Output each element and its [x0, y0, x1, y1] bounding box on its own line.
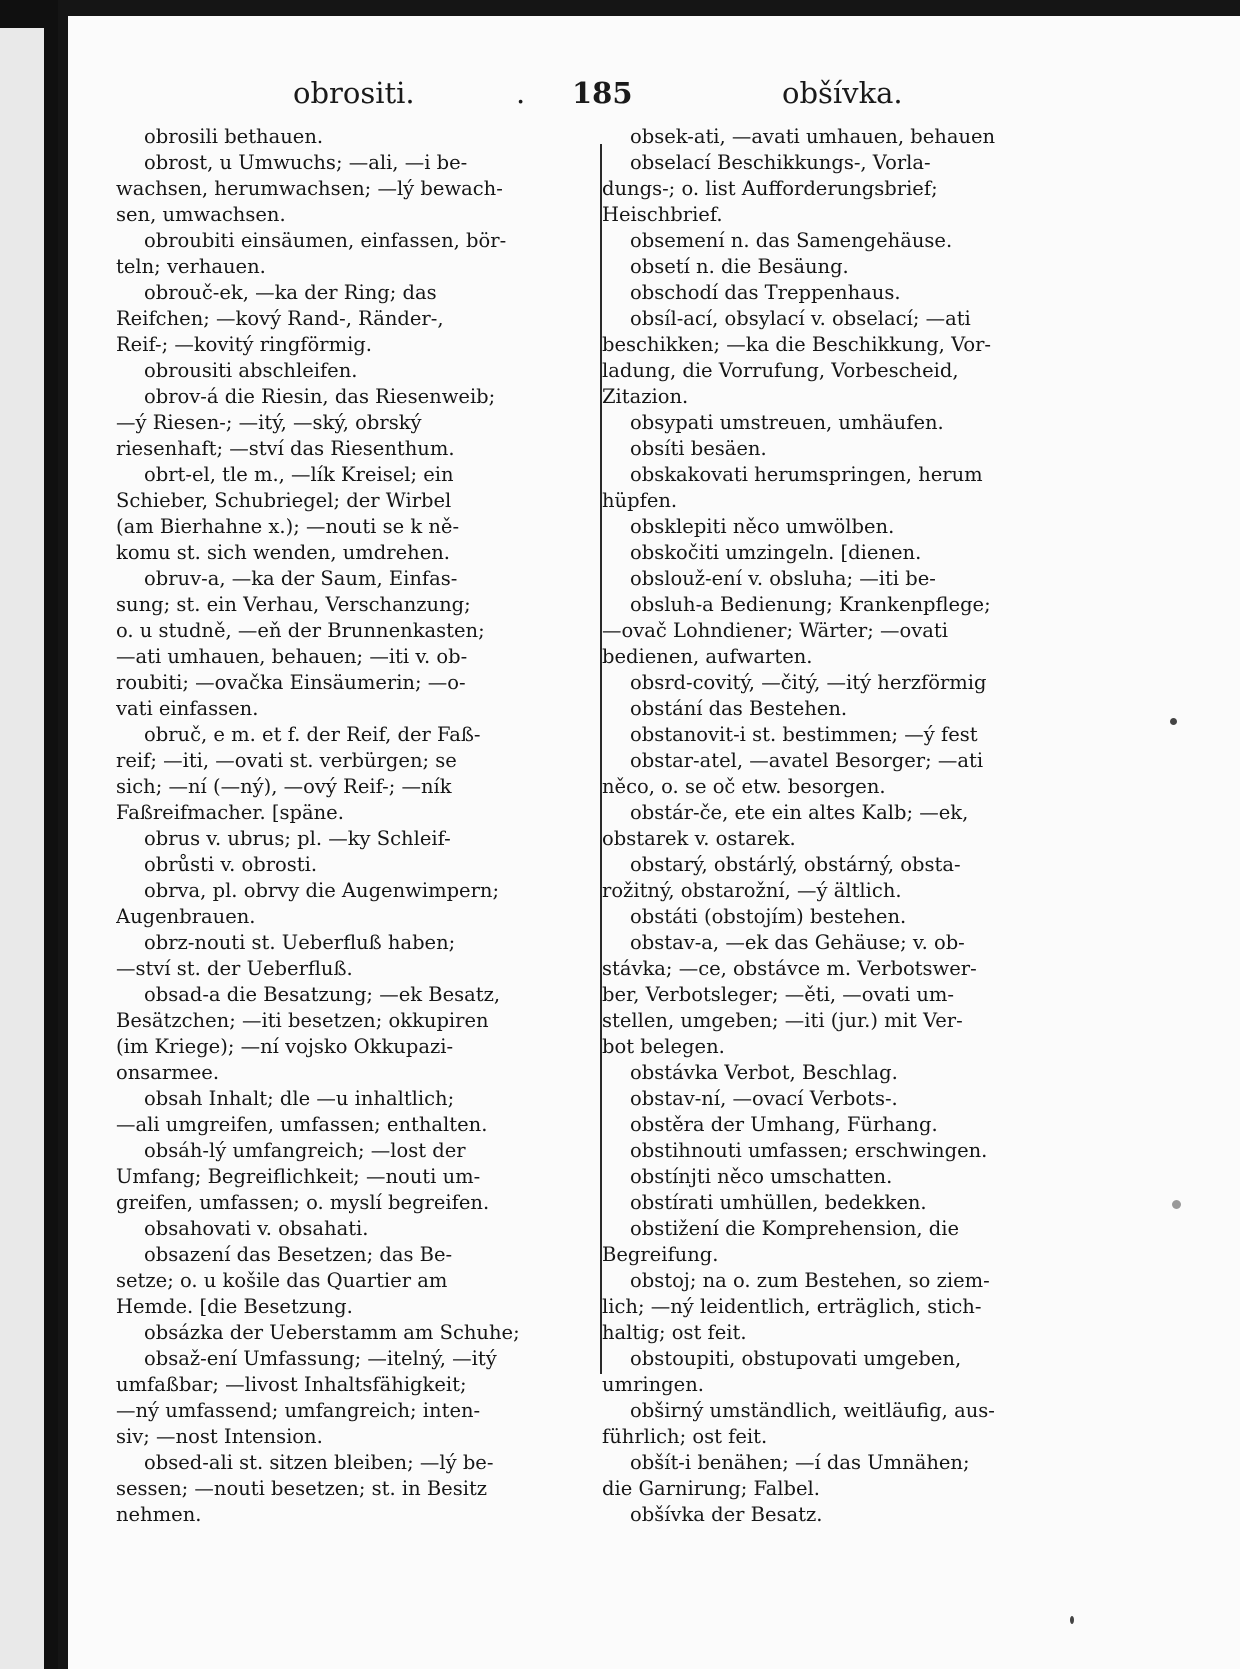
- header-dot: .: [516, 76, 526, 110]
- entry-line: o. u studně, —eň der Brunnenkasten;: [116, 619, 485, 642]
- entry-line: obsek-ati, —avati umhauen, behauen: [630, 125, 996, 148]
- print-speck: [1070, 1616, 1074, 1624]
- entry-line: obrov-á die Riesin, das Riesenweib;: [144, 385, 496, 408]
- entry-line: obšít-i benähen; —í das Umnähen;: [630, 1451, 970, 1474]
- entry-line: obselací Beschikkungs-, Vorla-: [630, 151, 931, 174]
- entry-line: vati einfassen.: [116, 697, 259, 720]
- entry-line: Zitazion.: [602, 385, 689, 408]
- entry-line: Umfang; Begreiflichkeit; —nouti um-: [116, 1165, 481, 1188]
- previous-page-edge: [0, 28, 44, 1669]
- entry-line: wachsen, herumwachsen; —lý bewach-: [116, 177, 503, 200]
- entry-line: Schieber, Schubriegel; der Wirbel: [116, 489, 452, 512]
- entry-line: bedienen, aufwarten.: [602, 645, 813, 668]
- entry-line: —ný umfassend; umfangreich; inten-: [116, 1399, 481, 1422]
- entry-line: obstoupiti, obstupovati umgeben,: [630, 1347, 962, 1370]
- entry-line: lich; —ný leidentlich, erträglich, stich-: [602, 1295, 982, 1318]
- entry-line: haltig; ost feit.: [602, 1321, 747, 1344]
- entry-line: teln; verhauen.: [116, 255, 266, 278]
- entry-line: obrz-nouti st. Ueberfluß haben;: [144, 931, 456, 954]
- entry-line: obstav-a, —ek das Gehäuse; v. ob-: [630, 931, 965, 954]
- entry-line: obsíl-ací, obsylací v. obselací; —ati: [630, 307, 971, 330]
- entry-line: obroubiti einsäumen, einfassen, bör-: [144, 229, 507, 252]
- entry-line: obsemení n. das Samengehäuse.: [630, 229, 953, 252]
- entry-line: obsázka der Ueberstamm am Schuhe;: [144, 1321, 520, 1344]
- entry-line: sich; —ní (—ný), —ový Reif-; —ník: [116, 775, 452, 798]
- entry-line: Hemde. [die Besetzung.: [116, 1295, 353, 1318]
- entry-line: obslouž-ení v. obsluha; —iti be-: [630, 567, 936, 590]
- entry-line: obsed-ali st. sitzen bleiben; —lý be-: [144, 1451, 494, 1474]
- entry-line: obstav-ní, —ovací Verbots-.: [630, 1087, 898, 1110]
- entry-line: beschikken; —ka die Beschikkung, Vor-: [602, 333, 992, 356]
- entry-line: obrt-el, tle m., —lík Kreisel; ein: [144, 463, 454, 486]
- entry-line: —ati umhauen, behauen; —iti v. ob-: [116, 645, 468, 668]
- entry-line: (am Bierhahne x.); —nouti se k ně-: [116, 515, 460, 538]
- entry-line: die Garnirung; Falbel.: [602, 1477, 820, 1500]
- page-number: 185: [572, 76, 633, 110]
- entry-line: obstírati umhüllen, bedekken.: [630, 1191, 927, 1214]
- print-speck: [1170, 718, 1177, 725]
- dictionary-page: [68, 16, 1240, 1669]
- entry-line: obstáti (obstojím) bestehen.: [630, 905, 907, 928]
- entry-line: obstání das Bestehen.: [630, 697, 848, 720]
- entry-line: bot belegen.: [602, 1035, 725, 1058]
- entry-line: obrus v. ubrus; pl. —ky Schleif-: [144, 827, 451, 850]
- entry-line: obstar-atel, —avatel Besorger; —ati: [630, 749, 984, 772]
- running-header: [68, 76, 1240, 122]
- entry-line: obstihnouti umfassen; erschwingen.: [630, 1139, 988, 1162]
- entry-line: umfaßbar; —livost Inhaltsfähigkeit;: [116, 1373, 467, 1396]
- entry-line: obruč, e m. et f. der Reif, der Faß-: [144, 723, 481, 746]
- entry-line: —ství st. der Ueberfluß.: [116, 957, 353, 980]
- entry-line: obstěra der Umhang, Fürhang.: [630, 1113, 938, 1136]
- entry-line: něco, o. se oč etw. besorgen.: [602, 775, 886, 798]
- entry-line: Reifchen; —kový Rand-, Ränder-,: [116, 307, 444, 330]
- entry-line: obschodí das Treppenhaus.: [630, 281, 901, 304]
- entry-line: obsah Inhalt; dle —u inhaltlich;: [144, 1087, 455, 1110]
- entry-line: Reif-; —kovitý ringförmig.: [116, 333, 372, 356]
- entry-line: Besätzchen; —iti besetzen; okkupiren: [116, 1009, 489, 1032]
- entry-line: obstoj; na o. zum Bestehen, so ziem-: [630, 1269, 990, 1292]
- entry-line: greifen, umfassen; o. myslí begreifen.: [116, 1191, 490, 1214]
- entry-line: obšívka der Besatz.: [630, 1503, 823, 1526]
- entry-line: Augenbrauen.: [116, 905, 256, 928]
- entry-line: obskakovati herumspringen, herum: [630, 463, 983, 486]
- print-speck: [1172, 1200, 1181, 1209]
- entry-line: obsahovati v. obsahati.: [144, 1217, 369, 1240]
- entry-line: sung; st. ein Verhau, Verschanzung;: [116, 593, 471, 616]
- entry-line: obstávka Verbot, Beschlag.: [630, 1061, 898, 1084]
- entry-line: obširný umständlich, weitläufig, aus-: [630, 1399, 995, 1422]
- entry-line: sen, umwachsen.: [116, 203, 286, 226]
- entry-line: obsetí n. die Besäung.: [630, 255, 849, 278]
- right-column: [602, 124, 1162, 1528]
- entry-line: siv; —nost Intension.: [116, 1425, 323, 1448]
- entry-line: Heischbrief.: [602, 203, 723, 226]
- entry-line: obrousiti abschleifen.: [144, 359, 358, 382]
- entry-line: ladung, die Vorrufung, Vorbescheid,: [602, 359, 959, 382]
- entry-line: obsypati umstreuen, umhäufen.: [630, 411, 944, 434]
- entry-line: obsrd-covitý, —čitý, —itý herzförmig: [630, 671, 987, 694]
- entry-line: komu st. sich wenden, umdrehen.: [116, 541, 450, 564]
- left-column: [116, 124, 642, 1528]
- entry-line: obrost, u Umwuchs; —ali, —i be-: [144, 151, 468, 174]
- entry-line: —ý Riesen-; —itý, —ský, obrský: [116, 411, 422, 434]
- header-first-entry: obrositi.: [293, 76, 415, 110]
- entry-line: obrouč-ek, —ka der Ring; das: [144, 281, 437, 304]
- entry-line: obstár-če, ete ein altes Kalb; —ek,: [630, 801, 969, 824]
- entry-line: obskočiti umzingeln. [dienen.: [630, 541, 922, 564]
- entry-line: riesenhaft; —ství das Riesenthum.: [116, 437, 455, 460]
- header-last-entry: obšívka.: [782, 76, 903, 110]
- entry-line: obsíti besäen.: [630, 437, 767, 460]
- entry-line: obstižení die Komprehension, die: [630, 1217, 960, 1240]
- entry-line: setze; o. u košile das Quartier am: [116, 1269, 448, 1292]
- entry-line: obstínjti něco umschatten.: [630, 1165, 893, 1188]
- entry-line: ber, Verbotsleger; —ěti, —ovati um-: [602, 983, 955, 1006]
- entry-line: onsarmee.: [116, 1061, 220, 1084]
- entry-line: reif; —iti, —ovati st. verbürgen; se: [116, 749, 457, 772]
- entry-line: obsklepiti něco umwölben.: [630, 515, 895, 538]
- entry-line: obsáh-lý umfangreich; —lost der: [144, 1139, 466, 1162]
- entry-line: Faßreifmacher. [späne.: [116, 801, 344, 824]
- entry-line: roubiti; —ovačka Einsäumerin; —o-: [116, 671, 466, 694]
- entry-line: obruv-a, —ka der Saum, Einfas-: [144, 567, 458, 590]
- entry-line: obrva, pl. obrvy die Augenwimpern;: [144, 879, 500, 902]
- entry-line: —ali umgreifen, umfassen; enthalten.: [116, 1113, 488, 1136]
- entry-line: obsad-a die Besatzung; —ek Besatz,: [144, 983, 501, 1006]
- entry-line: obrůsti v. obrosti.: [144, 853, 318, 876]
- entry-line: (im Kriege); —ní vojsko Okkupazi-: [116, 1035, 454, 1058]
- entry-line: nehmen.: [116, 1503, 202, 1526]
- entry-line: obsaž-ení Umfassung; —itelný, —itý: [144, 1347, 497, 1370]
- entry-line: obsazení das Besetzen; das Be-: [144, 1243, 453, 1266]
- entry-line: obstarek v. ostarek.: [602, 827, 796, 850]
- entry-line: führlich; ost feit.: [602, 1425, 768, 1448]
- entry-line: stellen, umgeben; —iti (jur.) mit Ver-: [602, 1009, 963, 1032]
- entry-line: Begreifung.: [602, 1243, 719, 1266]
- entry-line: obsluh-a Bedienung; Krankenpflege;: [630, 593, 991, 616]
- entry-line: obstanovit-i st. bestimmen; —ý fest: [630, 723, 978, 746]
- entry-line: umringen.: [602, 1373, 704, 1396]
- entry-line: hüpfen.: [602, 489, 678, 512]
- entry-line: stávka; —ce, obstávce m. Verbotswer-: [602, 957, 977, 980]
- entry-line: obstarý, obstárlý, obstárný, obsta-: [630, 853, 961, 876]
- entry-line: —ovač Lohndiener; Wärter; —ovati: [602, 619, 948, 642]
- entry-line: rožitný, obstarožní, —ý ältlich.: [602, 879, 902, 902]
- entry-line: obrosili bethauen.: [144, 125, 324, 148]
- entry-line: dungs-; o. list Aufforderungsbrief;: [602, 177, 938, 200]
- entry-line: sessen; —nouti besetzen; st. in Besitz: [116, 1477, 488, 1500]
